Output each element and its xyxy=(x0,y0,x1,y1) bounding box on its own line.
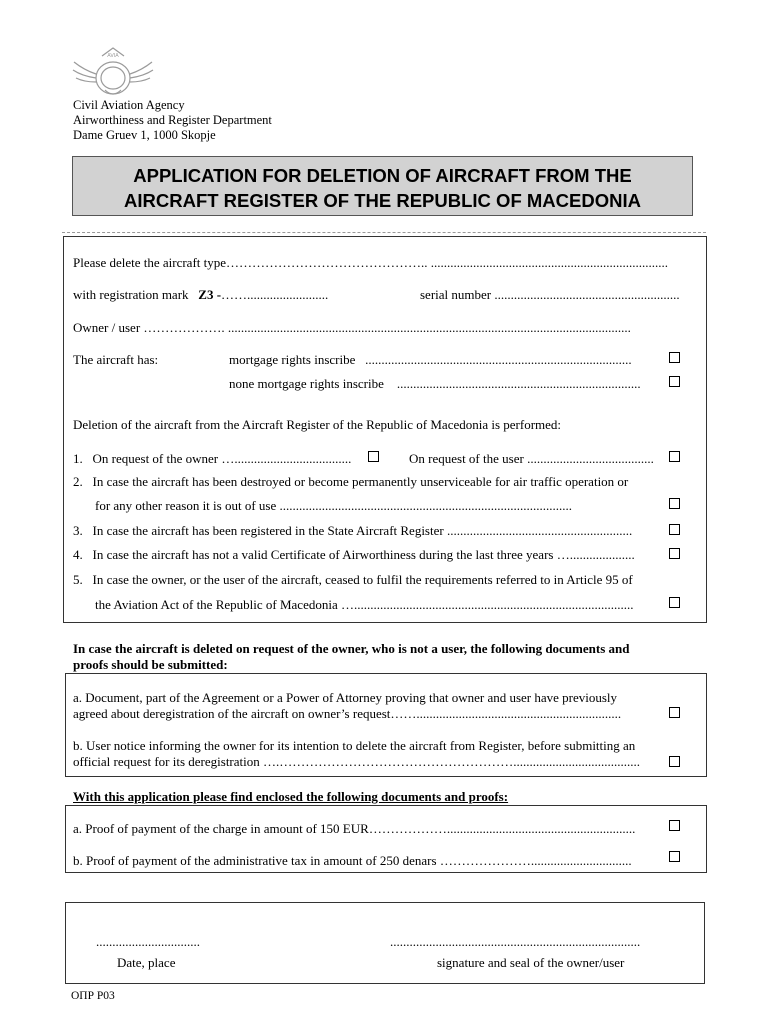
owner-not-user-heading-2: proofs should be submitted: xyxy=(73,657,228,672)
item-5-checkbox[interactable] xyxy=(669,597,680,608)
payment-charge-item: a. Proof of payment of the charge in amount of 150 EUR……………….......................................................... xyxy=(73,821,636,836)
registration-mark-field[interactable]: with registration mark Z3 -……......................... xyxy=(73,287,329,302)
date-place-label: Date, place xyxy=(117,955,176,970)
title-line-2: AIRCRAFT REGISTER OF THE REPUBLIC OF MACEDONIA xyxy=(124,190,641,211)
owner-request-checkbox[interactable] xyxy=(368,451,379,462)
deletion-intro: Deletion of the aircraft from the Aircraft Register of the Republic of Macedonia is performed: xyxy=(73,417,562,432)
agency-name: Civil Aviation Agency xyxy=(73,98,185,112)
item-5-line-1: 5. In case the owner, or the user of the aircraft, ceased to fulfil the requirements referred to in Article 95 of xyxy=(73,572,633,587)
admin-tax-item: b. Proof of payment of the administrative tax in amount of 250 denars …………………............................... xyxy=(73,853,632,868)
doc-a-line-1: a. Document, part of the Agreement or a Power of Attorney proving that owner and user have previously xyxy=(73,690,618,705)
registration-prefix: Z3 - xyxy=(198,287,222,302)
mortgage-option: mortgage rights inscribe .................................................................................. xyxy=(229,352,632,367)
agency-address: Dame Gruev 1, 1000 Skopje xyxy=(73,128,216,142)
item-3: 3. In case the aircraft has been registered in the State Aircraft Register ......................................................... xyxy=(73,523,633,538)
no-mortgage-checkbox[interactable] xyxy=(669,376,680,387)
owner-label: Owner / user xyxy=(73,320,141,335)
mortgage-checkbox[interactable] xyxy=(669,352,680,363)
item-2-line-2: for any other reason it is out of use .......................................................................................... xyxy=(95,498,572,513)
serial-number-field[interactable]: serial number ......................................................... xyxy=(420,287,680,302)
aircraft-type-label: Please delete the aircraft type xyxy=(73,255,227,270)
divider xyxy=(62,232,706,233)
doc-b-line-2: official request for its deregistration ….………………………………………………....................................... xyxy=(73,754,641,769)
title-line-1: APPLICATION FOR DELETION OF AIRCRAFT FROM THE xyxy=(133,165,632,186)
item-4-checkbox[interactable] xyxy=(669,548,680,559)
registration-label: with registration mark xyxy=(73,287,189,302)
item-1-owner-request: 1. On request of the owner ….................................... xyxy=(73,451,352,466)
payment-charge-checkbox[interactable] xyxy=(669,820,680,831)
mortgage-label: mortgage rights inscribe xyxy=(229,352,356,367)
department-name: Airworthiness and Register Department xyxy=(73,113,272,127)
no-mortgage-label: none mortgage rights inscribe xyxy=(229,376,384,391)
doc-a-checkbox[interactable] xyxy=(669,707,680,718)
user-request-checkbox[interactable] xyxy=(669,451,680,462)
signature-label: signature and seal of the owner/user xyxy=(437,955,625,970)
signature-line[interactable]: ............................................................................. xyxy=(390,934,641,949)
item-2-checkbox[interactable] xyxy=(669,498,680,509)
admin-tax-checkbox[interactable] xyxy=(669,851,680,862)
item-1-user-request: On request of the user ....................................... xyxy=(409,451,654,466)
aircraft-type-field[interactable]: Please delete the aircraft type……………………………………….. ......................................................................... xyxy=(73,255,669,270)
item-3-checkbox[interactable] xyxy=(669,524,680,535)
owner-not-user-heading-1: In case the aircraft is deleted on request of the owner, who is not a user, the following documents and xyxy=(73,641,630,656)
doc-b-checkbox[interactable] xyxy=(669,756,680,767)
aircraft-has-label: The aircraft has: xyxy=(73,352,159,367)
owner-user-field[interactable]: Owner / user ………………. ............................................................................................................................ xyxy=(73,320,631,335)
no-mortgage-option: none mortgage rights inscribe ........................................................................... xyxy=(229,376,641,391)
item-2-line-1: 2. In case the aircraft has been destroyed or become permanently unserviceable for air traffic operation or xyxy=(73,474,629,489)
icao-emblem-logo xyxy=(72,44,154,100)
doc-a-line-2: agreed about deregistration of the aircraft on owner’s request……............................................................... xyxy=(73,706,622,721)
date-place-line[interactable]: ................................ xyxy=(96,934,200,949)
form-title xyxy=(72,156,693,216)
doc-b-line-1: b. User notice informing the owner for its intention to delete the aircraft from Register, before submitting an xyxy=(73,738,636,753)
svg-text:AVIA: AVIA xyxy=(107,53,119,59)
serial-label: serial number xyxy=(420,287,492,302)
item-4: 4. In case the aircraft has not a valid Certificate of Airworthiness during the last three years ….................... xyxy=(73,547,635,562)
item-5-line-2: the Aviation Act of the Republic of Macedonia …...................................................................................... xyxy=(95,597,634,612)
enclosed-documents-heading: With this application please find enclosed the following documents and proofs: xyxy=(73,789,509,804)
form-code: ОПР Р03 xyxy=(71,990,115,1002)
